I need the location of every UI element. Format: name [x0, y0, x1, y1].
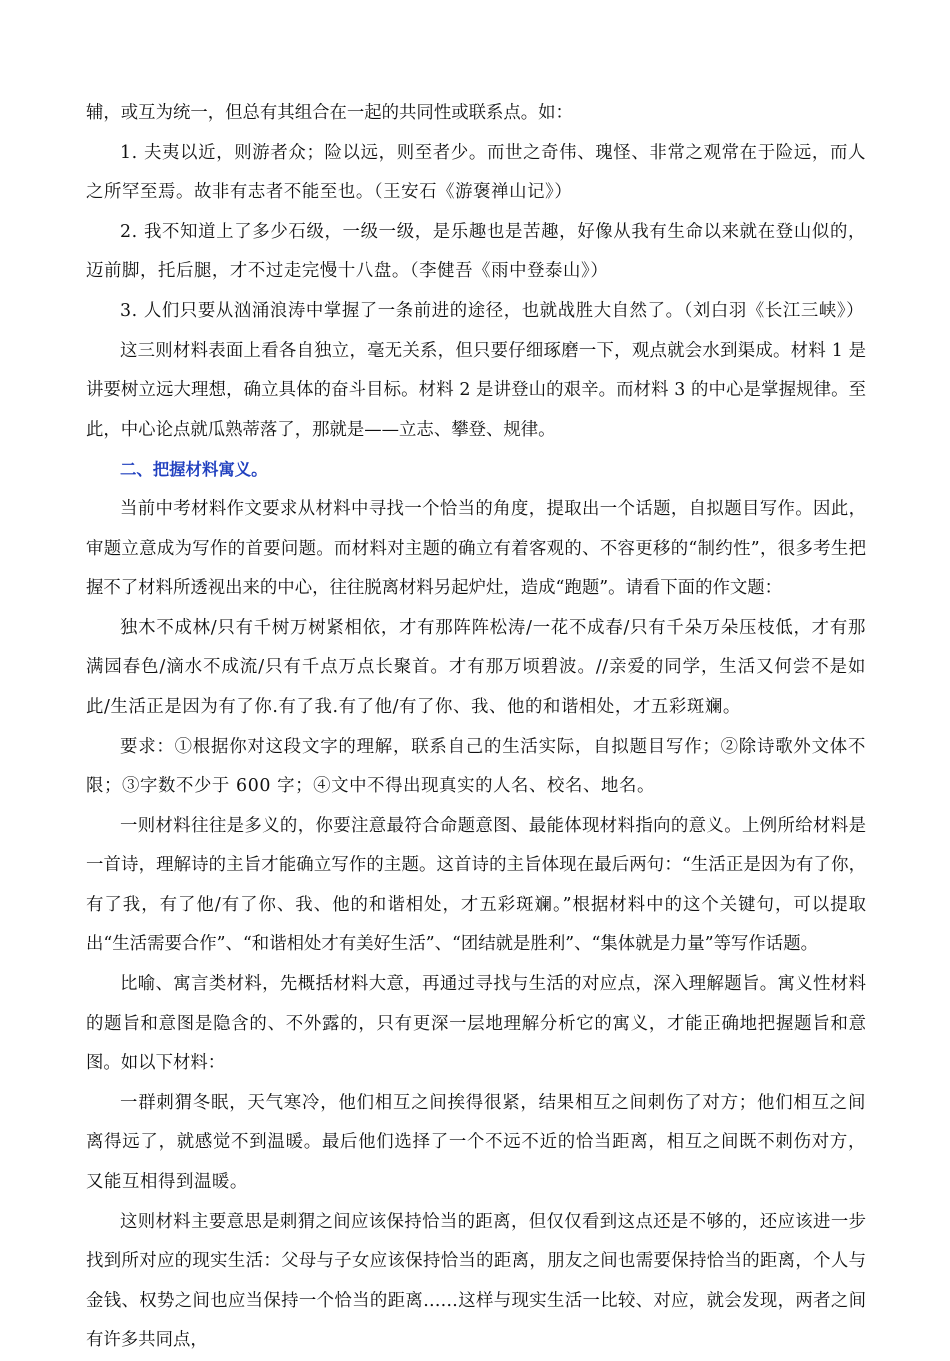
analysis-paragraph: 这三则材料表面上看各自独立，毫无关系，但只要仔细琢磨一下，观点就会水到渠成。材料 1 是讲要树立远大理想，确立具体的奋斗目标。材料 2 是讲登山的艰辛。而材料 3 的中心是掌握规律。至此，中心论点就瓜熟蒂落了，那就是——立志、攀登、规律。 [86, 340, 866, 440]
body-paragraph-exam-material: 当前中考材料作文要求从材料中寻找一个恰当的角度，提取出一个话题，自拟题目写作。因此，审题立意成为写作的首要问题。而材料对主题的确立有着客观的、不容更移的“制约性”，很多考生把握不了材料所透视出来的中心，往往脱离材料另起炉灶，造成“跑题”。请看下面的作文题： [86, 498, 866, 599]
quote-item-3: 3. 人们只要从汹涌浪涛中掌握了一条前进的途径，也就战胜大自然了。（刘白羽《长江三峡》） [120, 300, 865, 321]
quote-item-1: 1. 夫夷以近，则游者众；险以远，则至者少。而世之奇伟、瑰怪、非常之观常在于险远，而人之所罕至焉。故非有志者不能至也。（王安石《游褒禅山记》） [86, 142, 866, 203]
hedgehog-material: 一群刺猬冬眠，天气寒冷，他们相互之间挨得很紧，结果相互之间刺伤了对方；他们相互之间离得远了，就感觉不到温暖。最后他们选择了一个不远不近的恰当距离，相互之间既不刺伤对方，又能互相得到温暖。 [86, 1092, 866, 1193]
body-paragraph-metaphor: 比喻、寓言类材料，先概括材料大意，再通过寻找与生活的对应点，深入理解题旨。寓义性材料的题旨和意图是隐含的、不外露的，只有更深一层地理解分析它的寓义，才能正确地把握题旨和意图。如以下材料： [86, 974, 866, 1074]
body-paragraph-multiple-meanings: 一则材料往往是多义的，你要注意最符合命题意图、最能体现材料指向的意义。上例所给材料是一首诗，理解诗的主旨才能确立写作的主题。这首诗的主旨体现在最后两句：“生活正是因为有了你，有了我，有了他/有了你、我、他的和谐相处，才五彩斑斓。”根据材料中的这个关键句，可以提取出“生活需要合作”、“和谐相处才有美好生活”、“团结就是胜利”、“集体就是力量”等写作话题。 [86, 815, 866, 955]
poem-material: 独木不成林/只有千树万树紧相依，才有那阵阵松涛/一花不成春/只有千朵万朵压枝低，才有那满园春色/滴水不成流/只有千点万点长聚首。才有那万顷碧波。//亲爱的同学，生活又何尝不是如此/生活正是因为有了你.有了我.有了他/有了你、我、他的和谐相处，才五彩斑斓。 [86, 617, 866, 717]
body-paragraph-conclusion: 这则材料主要意思是刺猬之间应该保持恰当的距离，但仅仅看到这点还是不够的，还应该进一步找到所对应的现实生活：父母与子女应该保持恰当的距离，朋友之间也需要保持恰当的距离，个人与金钱、权势之间也应当保持一个恰当的距离……这样与现实生活一比较、对应，就会发现，两者之间有许多共同点， [86, 1211, 866, 1351]
section-heading: 二、把握材料寓义。 [120, 460, 268, 480]
paragraph-intro-continuation: 辅，或互为统一，但总有其组合在一起的共同性或联系点。如： [86, 103, 573, 123]
requirements-paragraph: 要求：①根据你对这段文字的理解，联系自己的生活实际，自拟题目写作；②除诗歌外文体不限；③字数不少于 600 字；④文中不得出现真实的人名、校名、地名。 [86, 736, 866, 797]
quote-item-2: 2. 我不知道上了多少石级，一级一级，是乐趣也是苦趣，好像从我有生命以来就在登山似的，迈前脚，托后腿，才不过走完慢十八盘。（李健吾《雨中登泰山》） [86, 221, 866, 282]
